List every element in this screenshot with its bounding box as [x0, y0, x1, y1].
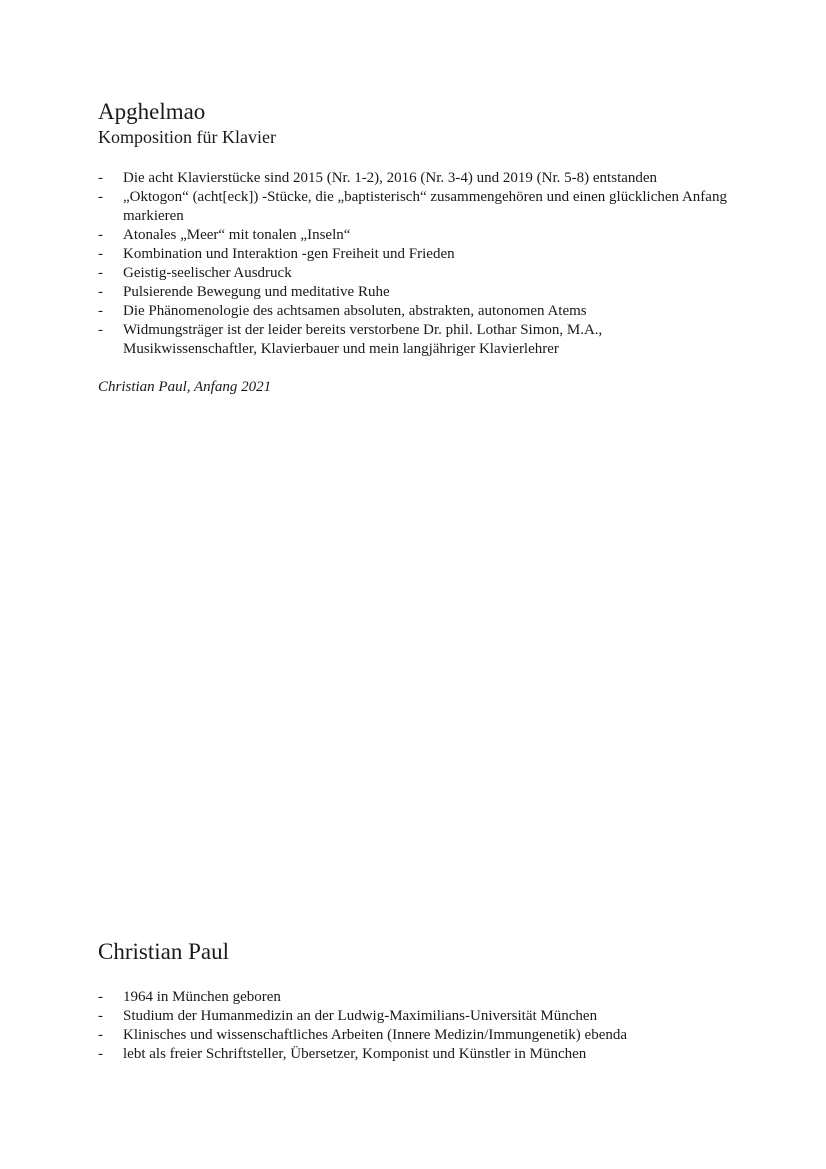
list-item-text: Die Phänomenologie des achtsamen absoluten, abstrakten, autonomen Atems [123, 303, 587, 319]
list-item [98, 226, 738, 245]
bullet-dash: - [98, 170, 103, 186]
list-item-text: lebt als freier Schriftsteller, Übersetzer, Komponist und Künstler in München [123, 1046, 587, 1062]
list-item-text: Widmungsträger ist der leider bereits verstorbene Dr. phil. Lothar Simon, M.A., Musikwissenschaftler, Klavierbauer und mein langjähriger Klavierlehrer [123, 322, 603, 357]
bullet-dash: - [98, 1008, 103, 1024]
list-item-text: Atonales „Meer“ mit tonalen „Inseln“ [123, 227, 351, 243]
piece-title: Apghelmao [98, 99, 206, 124]
bullet-dash: - [98, 303, 103, 319]
bullet-dash: - [98, 227, 103, 243]
list-item [98, 302, 738, 321]
bullet-dash: - [98, 989, 103, 1005]
author-section [98, 938, 738, 1064]
list-item [98, 1045, 738, 1064]
bullet-dash: - [98, 1046, 103, 1062]
bullet-dash: - [98, 284, 103, 300]
list-item-text: Geistig-seelischer Ausdruck [123, 265, 292, 281]
list-item [98, 169, 738, 188]
list-item-text: Pulsierende Bewegung und meditative Ruhe [123, 284, 390, 300]
bullet-dash: - [98, 189, 103, 205]
piece-section [98, 98, 738, 397]
list-item [98, 1007, 738, 1026]
list-item [98, 283, 738, 302]
piece-bullet-list [98, 169, 738, 359]
bullet-dash: - [98, 265, 103, 281]
list-item-text: Die acht Klavierstücke sind 2015 (Nr. 1-2), 2016 (Nr. 3-4) und 2019 (Nr. 5-8) entstanden [123, 170, 658, 186]
list-item [98, 188, 738, 226]
bullet-dash: - [98, 1027, 103, 1043]
bullet-dash: - [98, 322, 103, 338]
list-item-text: 1964 in München geboren [123, 989, 281, 1005]
list-item-text: Kombination und Interaktion -gen Freiheit und Frieden [123, 246, 455, 262]
author-bullet-list [98, 988, 738, 1064]
signature-line: Christian Paul, Anfang 2021 [98, 379, 272, 395]
list-item [98, 321, 738, 359]
list-item [98, 1026, 738, 1045]
list-item [98, 245, 738, 264]
list-item-text: Studium der Humanmedizin an der Ludwig-Maximilians-Universität München [123, 1008, 598, 1024]
list-item-text: „Oktogon“ (acht[eck]) -Stücke, die „baptisterisch“ zusammengehören und einen glücklichen Anfang markieren [123, 189, 727, 224]
list-item [98, 264, 738, 283]
piece-subtitle: Komposition für Klavier [98, 127, 276, 147]
author-title: Christian Paul [98, 939, 229, 964]
list-item-text: Klinisches und wissenschaftliches Arbeiten (Innere Medizin/Immungenetik) ebenda [123, 1027, 628, 1043]
list-item [98, 988, 738, 1007]
bullet-dash: - [98, 246, 103, 262]
